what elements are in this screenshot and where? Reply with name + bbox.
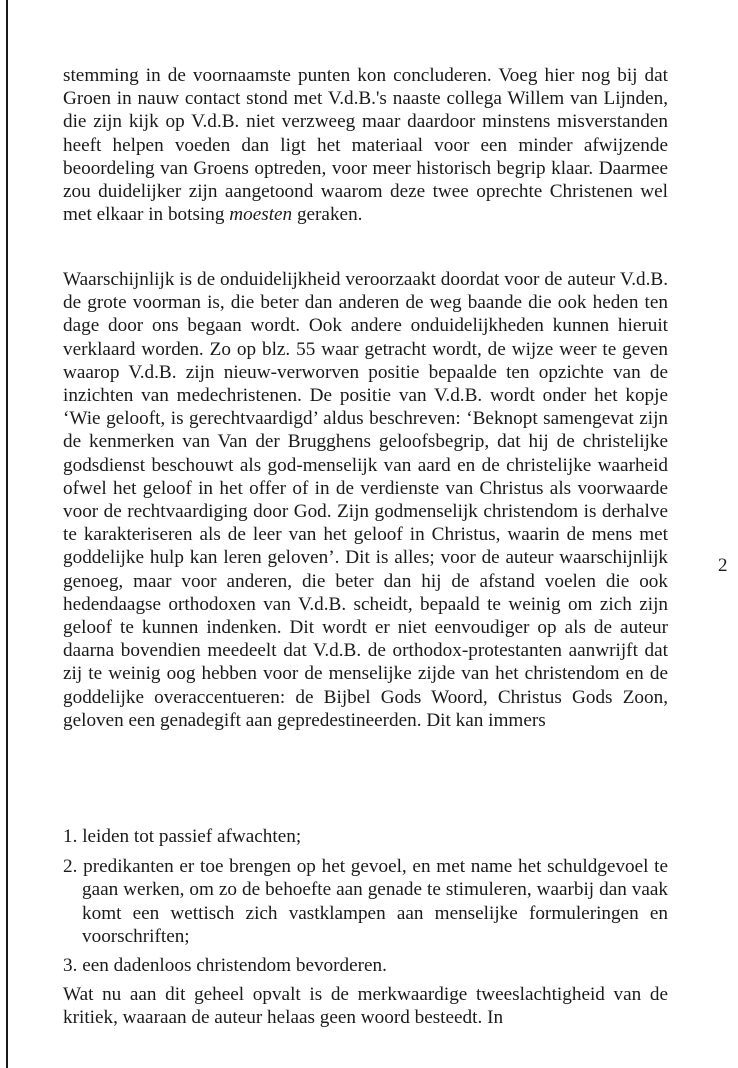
numbered-list [63,825,668,977]
paragraph-3: Wat nu aan dit geheel opvalt is de merkwaardige tweeslachtigheid van de kritiek, waaraan de auteur helaas geen woord besteedt. In [63,984,668,1029]
left-margin-rule [6,0,8,1068]
emphasis-moesten: moesten [229,204,293,226]
list-item-1: 1. leiden tot passief afwachten; [63,826,302,847]
page-number: 2 [718,555,728,576]
paragraph-2: Waarschijnlijk is de onduidelijkheid veroorzaakt doordat voor de auteur V.d.B. de grote voorman is, die beter dan anderen de weg baande die ook heden ten dage door ons begaan wordt. Ook andere onduidelijkheden kunnen hieruit verklaard worden. Zo op blz. 55 waar getracht wordt, de wijze weer te geven waarop V.d.B. zijn nieuw-verworven positie bepaalde ten opzichte van de inzichten van medechristenen. De positie van V.d.B. wordt onder het kopje ‘Wie gelooft, is gerechtvaardigd’ aldus beschreven: ‘Beknopt samengevat zijn de kenmerken van Van der Brugghens geloofsbegrip, dat hij de christelijke godsdienst beschouwt als god-menselijk van aard en de christelijke waarheid ofwel het geloof in het offer of in de verdienste van Christus als voorwaarde voor de rechtvaardiging door God. Zijn godmenselijk christendom is derhalve te karakteriseren als de leer van het geloof in Christus, waarin de mens met goddelijke hulp kan leren geloven’. Dit is alles; voor de auteur waarschijnlijk genoeg, maar voor anderen, die beter dan hij de afstand voelen die ook hedendaagse orthodoxen van V.d.B. scheidt, bepaald te weinig om zich zijn geloof te kunnen indenken. Dit wordt er niet eenvoudiger op als de auteur daarna bovendien meedeelt dat V.d.B. de orthodox-protestanten aanwrijft dat zij te weinig oog hebben voor de menselijke zijde van het christendom en de goddelijke overaccentueren: de Bijbel Gods Woord, Christus Gods Zoon, geloven een genadegift aan gepredestineerden. Dit kan immers [63,269,668,731]
paragraph-1-ending: geraken. [292,204,363,226]
list-item-3: 3. een dadenloos christendom bevorderen. [63,955,387,977]
paragraph-1 [63,64,668,226]
list-item-2: 2. predikanten er toe brengen op het gevoel, en met name het schuldgevoel te gaan werken, om zo de behoefte aan genade te stimuleren, waarbij dan vaak komt een wettisch zich vastklampen aan menselijke formuleringen en voorschriften; [63,856,668,947]
paragraph-1-text: stemming in de voornaamste punten kon concluderen. Voeg hier nog bij dat Groen in nauw contact stond met V.d.B.'s naaste collega Willem van Lijnden, die zijn kijk op V.d.B. niet verzweeg maar daardoor minstens misverstanden heeft helpen voeden dan ligt het materiaal voor een minder afwijzende beoordeling van Groens optreden, voor meer historisch begrip klaar. Daarmee zou duidelijker zijn aangetoond waarom deze twee oprechte Christenen wel met elkaar in botsing [63,65,668,226]
